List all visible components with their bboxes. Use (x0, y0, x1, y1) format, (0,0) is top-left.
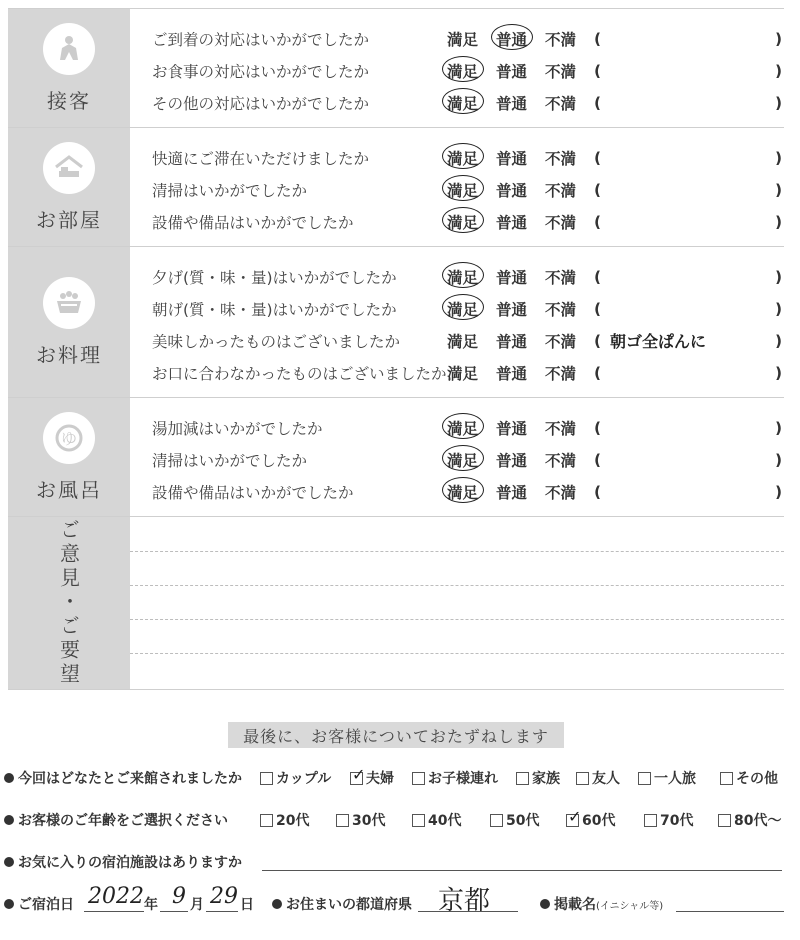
comment-field[interactable]: ( ) (594, 419, 783, 437)
closing-banner: 最後に、お客様についておたずねします (228, 722, 564, 748)
bath-icon (43, 412, 95, 464)
option-dissatisfied[interactable]: 不満 (545, 31, 577, 49)
selected-circle-mark (442, 262, 484, 288)
comment-field[interactable]: ( ) (594, 300, 783, 318)
option-dissatisfied[interactable]: 不満 (545, 420, 577, 438)
companion-option[interactable]: 一人旅 (638, 768, 696, 788)
question-row (130, 293, 784, 325)
comment-field[interactable]: ( ) (594, 364, 783, 382)
section-header (8, 128, 130, 246)
option-satisfied[interactable]: 満足 (447, 449, 478, 471)
opinion-section (8, 516, 784, 690)
comment-field[interactable]: ( ) (594, 268, 783, 286)
comment-field[interactable]: ( ) 朝ゴ全ぱんに (594, 332, 782, 350)
option-normal[interactable]: 普通 (496, 484, 528, 502)
writing-line (130, 585, 784, 586)
question-text: お食事の対応はいかがでしたか (152, 63, 370, 81)
bullet-icon (4, 815, 14, 825)
writing-line (130, 619, 784, 620)
question-text: お口に合わなかったものはございましたか (152, 365, 447, 383)
reception-icon (43, 23, 95, 75)
option-dissatisfied[interactable]: 不満 (545, 182, 577, 200)
age-question: お客様のご年齢をご選択ください (4, 810, 228, 830)
question-text: 設備や備品はいかがでしたか (152, 214, 354, 232)
age-option[interactable]: 80代〜 (718, 810, 781, 830)
age-option[interactable]: 70代 (644, 810, 693, 830)
checkbox[interactable] (490, 814, 503, 827)
option-normal[interactable]: 普通 (496, 182, 528, 200)
question-row (130, 412, 784, 444)
bullet-icon (540, 899, 550, 909)
checkmark-icon: ✓ (568, 806, 582, 826)
handwritten-comment: 朝ゴ全ぱんに (610, 332, 707, 351)
section-1 (8, 8, 784, 127)
favorite-answer-line[interactable] (262, 870, 782, 871)
question-text: 湯加減はいかがでしたか (152, 420, 323, 438)
companion-option[interactable]: その他 (720, 768, 778, 788)
section-header (8, 9, 130, 127)
month-unit: 月 (190, 897, 204, 913)
option-normal[interactable]: 普通 (496, 28, 527, 50)
option-satisfied[interactable]: 満足 (447, 60, 478, 82)
checkbox[interactable] (566, 806, 582, 827)
option-satisfied[interactable]: 満足 (447, 481, 478, 503)
companion-question: 今回はどなたとご来館されましたか (4, 768, 242, 788)
age-option[interactable]: ✓ 60代 (568, 806, 616, 829)
question-row (130, 23, 784, 55)
comment-field[interactable]: ( ) (594, 94, 783, 112)
option-normal[interactable]: 普通 (496, 365, 528, 383)
comment-field[interactable]: ( ) (594, 181, 783, 199)
section-header (8, 247, 130, 397)
section-label: お風呂 (36, 477, 102, 502)
option-satisfied[interactable]: 満足 (447, 298, 478, 320)
option-dissatisfied[interactable]: 不満 (545, 484, 577, 502)
section-label: お部屋 (36, 207, 102, 232)
question-row (130, 444, 784, 476)
comment-field[interactable]: ( ) (594, 30, 783, 48)
option-satisfied[interactable]: 満足 (447, 333, 479, 351)
month-line (160, 911, 188, 912)
question-text: 夕げ(質・味・量)はいかがでしたか (152, 269, 397, 287)
listing-line[interactable] (676, 911, 784, 912)
age-option[interactable]: 40代 (412, 810, 461, 830)
checkbox[interactable] (412, 772, 425, 785)
companion-option[interactable]: ✓ 夫婦 (352, 764, 394, 787)
companion-option[interactable]: お子様連れ (412, 768, 498, 788)
option-satisfied[interactable]: 満足 (447, 266, 478, 288)
day-line (206, 911, 238, 912)
question-row (130, 261, 784, 293)
option-dissatisfied[interactable]: 不満 (545, 214, 577, 232)
selected-circle-mark (442, 88, 484, 114)
stay-date: ご宿泊日 (4, 894, 74, 914)
cuisine-icon (43, 277, 95, 329)
option-dissatisfied[interactable]: 不満 (545, 452, 577, 470)
checkbox[interactable] (718, 814, 731, 827)
selected-circle-mark (442, 175, 484, 201)
selected-circle-mark (442, 477, 484, 503)
checkbox[interactable] (336, 814, 349, 827)
option-normal[interactable]: 普通 (496, 333, 528, 351)
svg-text:ゆ: ゆ (60, 428, 78, 448)
option-normal[interactable]: 普通 (496, 301, 528, 319)
checkmark-icon: ✓ (352, 764, 366, 784)
selected-circle-mark (442, 294, 484, 320)
checkbox[interactable] (516, 772, 529, 785)
option-satisfied[interactable]: 満足 (447, 211, 478, 233)
question-text: 設備や備品はいかがでしたか (152, 484, 354, 502)
checkbox[interactable] (644, 814, 657, 827)
question-row (130, 55, 784, 87)
option-satisfied[interactable]: 満足 (447, 179, 478, 201)
selected-circle-mark (442, 445, 484, 471)
companion-option[interactable]: 友人 (576, 768, 620, 788)
section-4 (8, 397, 784, 516)
bullet-icon (4, 773, 14, 783)
prefecture-value[interactable]: 京都 (438, 886, 491, 916)
selected-circle-mark (442, 143, 484, 169)
option-normal[interactable]: 普通 (496, 452, 528, 470)
listing-label: 掲載名 (イニシャル等) (540, 894, 663, 914)
option-dissatisfied[interactable]: 不満 (545, 365, 577, 383)
question-row (130, 174, 784, 206)
section-label: お料理 (36, 342, 102, 367)
question-row (130, 476, 784, 508)
writing-line (130, 551, 784, 552)
bullet-icon (4, 857, 14, 867)
checkbox[interactable] (260, 772, 273, 785)
comment-field[interactable]: ( ) (594, 149, 783, 167)
selected-circle-mark (491, 24, 533, 50)
stay-day[interactable]: 29 (210, 884, 238, 909)
option-dissatisfied[interactable]: 不満 (545, 150, 577, 168)
option-satisfied[interactable]: 満足 (447, 147, 478, 169)
age-option[interactable]: 20代 (260, 810, 309, 830)
comment-field[interactable]: ( ) (594, 451, 783, 469)
prefecture-line (418, 911, 518, 912)
selected-circle-mark (442, 56, 484, 82)
comment-field[interactable]: ( ) (594, 213, 783, 231)
stay-month[interactable]: 9 (172, 884, 186, 909)
question-text: その他の対応はいかがでしたか (152, 95, 370, 113)
checkbox[interactable] (576, 772, 589, 785)
option-dissatisfied[interactable]: 不満 (545, 301, 577, 319)
section-label: 接客 (47, 88, 91, 113)
option-normal[interactable]: 普通 (496, 150, 528, 168)
checkbox[interactable] (638, 772, 651, 785)
question-text: 清掃はいかがでしたか (152, 452, 308, 470)
question-row (130, 87, 784, 119)
age-option[interactable]: 30代 (336, 810, 385, 830)
opinion-header (8, 517, 130, 689)
question-text: 清掃はいかがでしたか (152, 182, 308, 200)
selected-circle-mark (442, 207, 484, 233)
day-unit: 日 (240, 897, 254, 913)
question-text: ご到着の対応はいかがでしたか (152, 31, 370, 49)
year-line (84, 911, 144, 912)
question-text: 朝げ(質・味・量)はいかがでしたか (152, 301, 397, 319)
question-row (130, 142, 784, 174)
question-row (130, 357, 784, 389)
section-3 (8, 246, 784, 397)
bullet-icon (4, 899, 14, 909)
option-satisfied[interactable]: 満足 (447, 417, 478, 439)
option-satisfied[interactable]: 満足 (447, 365, 479, 383)
option-dissatisfied[interactable]: 不満 (545, 269, 577, 287)
option-normal[interactable]: 普通 (496, 420, 528, 438)
favorite-question: お気に入りの宿泊施設はありますか (4, 852, 242, 872)
option-normal[interactable]: 普通 (496, 269, 528, 287)
question-text: 美味しかったものはございましたか (152, 333, 401, 351)
companion-option[interactable]: カップル (260, 768, 331, 788)
checkbox[interactable] (260, 814, 273, 827)
question-row (130, 206, 784, 238)
section-header (8, 398, 130, 516)
option-normal[interactable]: 普通 (496, 95, 528, 113)
survey-table (8, 8, 784, 690)
option-dissatisfied[interactable]: 不満 (545, 333, 577, 351)
option-dissatisfied[interactable]: 不満 (545, 95, 577, 113)
opinion-label: ご意見・ご要望 (56, 519, 81, 687)
writing-line (130, 653, 784, 654)
comment-field[interactable]: ( ) (594, 483, 783, 501)
section-2 (8, 127, 784, 246)
room-icon (43, 142, 95, 194)
option-normal[interactable]: 普通 (496, 63, 528, 81)
question-row (130, 325, 784, 357)
question-text: 快適にご滞在いただけましたか (152, 150, 370, 168)
option-satisfied[interactable]: 満足 (447, 31, 479, 49)
comment-field[interactable]: ( ) (594, 62, 783, 80)
checkbox[interactable] (350, 764, 366, 785)
bullet-icon (272, 899, 282, 909)
companion-option[interactable]: 家族 (516, 768, 560, 788)
option-satisfied[interactable]: 満足 (447, 92, 478, 114)
prefecture-label: お住まいの都道府県 (272, 894, 412, 914)
checkbox[interactable] (720, 772, 733, 785)
option-normal[interactable]: 普通 (496, 214, 528, 232)
opinion-writing-area[interactable] (130, 517, 784, 689)
selected-circle-mark (442, 413, 484, 439)
age-option[interactable]: 50代 (490, 810, 539, 830)
year-unit: 年 (144, 897, 158, 913)
stay-year[interactable]: 2022 (88, 884, 144, 909)
option-dissatisfied[interactable]: 不満 (545, 63, 577, 81)
checkbox[interactable] (412, 814, 425, 827)
